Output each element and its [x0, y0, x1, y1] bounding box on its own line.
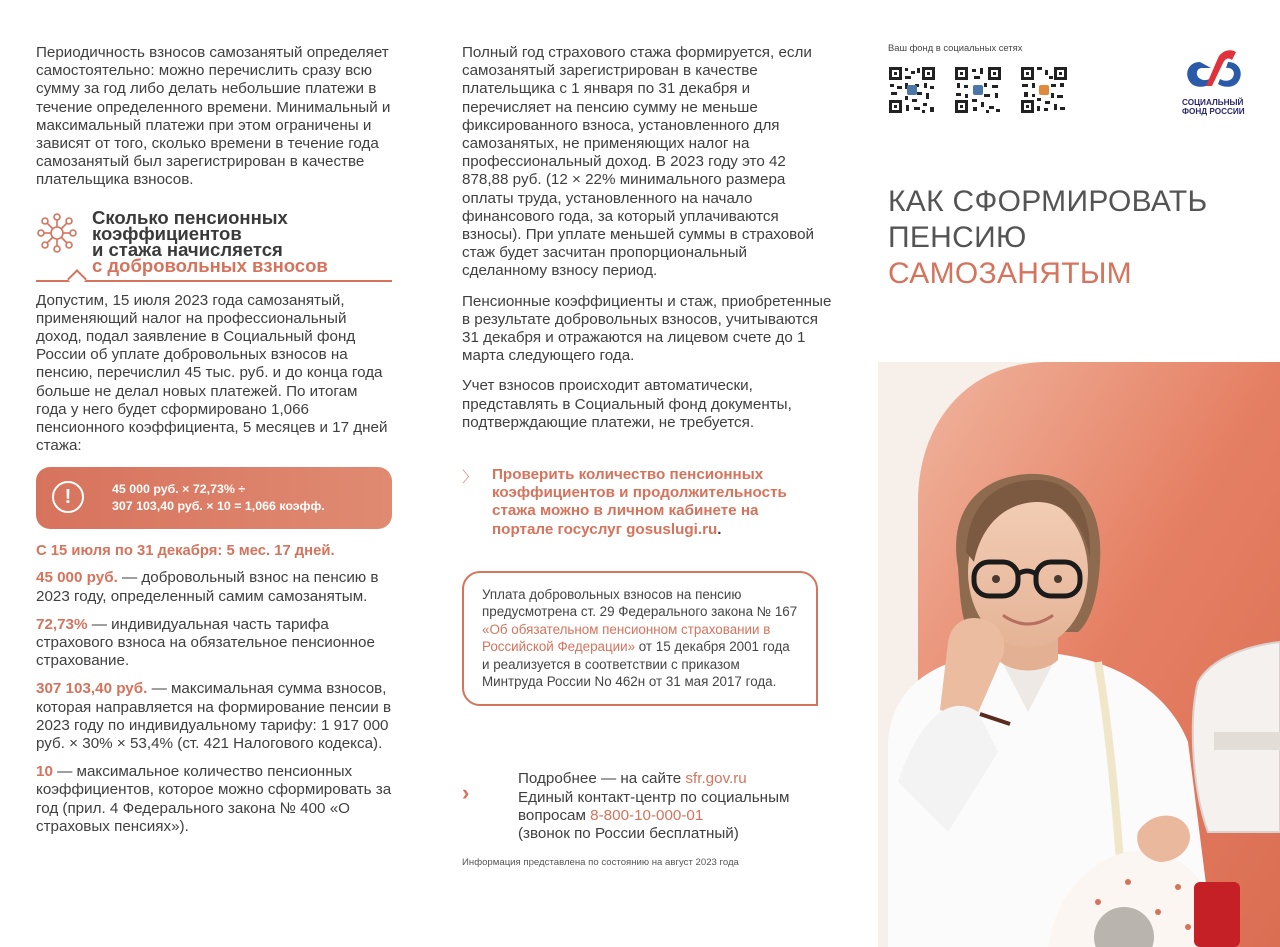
woman-portrait-illustration	[878, 362, 1280, 947]
definition-text: — максимальная сумма взносов, которая направляется на формирование пенсии в 2023 году по индивидуальному тарифу: 1 917 000 руб. × 30% × 53,4% (ст. 421 Налогового кодекса).	[36, 680, 392, 753]
law-reference-box: Уплата добровольных взносов на пенсию предусмотрена ст. 29 Федерального закона № 167 «Об обязательном пенсионном страховании в Российской Федерации» от 15 декабря 2001 года и реализуется в соответствии с приказом Минтруда России No 462н от 31 мая 2017 года.	[462, 571, 818, 706]
section-divider	[36, 280, 392, 282]
divider-notch	[67, 269, 87, 289]
qr-code-vk-icon[interactable]	[888, 66, 936, 114]
definition-text: — добровольный взнос на пенсию в 2023 году, определенный самим самозанятым.	[36, 569, 379, 605]
gosuslugi-check[interactable]: 〉 Проверить количество пенсионных коэффициентов и продолжительность стажа можно в личном кабинете на портале госуслуг gosuslugi.ru.	[462, 466, 787, 538]
social-label: Ваш фонд в социальных сетях	[888, 42, 1023, 53]
definition-term: 10	[36, 763, 53, 781]
definition-item	[36, 680, 392, 753]
column-middle	[462, 44, 832, 868]
definition-item	[36, 616, 392, 671]
fund-name: СОЦИАЛЬНЫЙ ФОНД РОССИИ	[1182, 98, 1245, 116]
period-line: С 15 июля по 31 декабря: 5 мес. 17 дней.	[36, 543, 335, 560]
definition-term: 307 103,40 руб.	[36, 680, 148, 698]
definition-text: — максимальное количество пенсионных коэффициентов, которое можно сформировать за год (прил. 4 Федерального закона № 400 «О страховых пенсиях»).	[36, 763, 392, 835]
calculation-box	[36, 467, 392, 529]
definition-item	[36, 763, 392, 836]
example-paragraph: Допустим, 15 июля 2023 года самозанятый, применяющий налог на профессиональный доход, подал заявление в Социальный фонд России об уплате добровольных взносов на пенсию, перечислил 45 тыс. руб. и до конца года больше не делал новых платежей. По итогам года у него будет сформировано 1,066 пенсионного коэффициента, 5 месяцев и 17 дней стажа:	[36, 291, 388, 455]
sfr-site-link[interactable]: sfr.gov.ru	[685, 770, 747, 788]
full-year-paragraph: Полный год страхового стажа формируется, если самозанятый зарегистрирован в качестве плательщика с 1 января по 31 декабря и перечисляет на пенсию сумму не меньше фиксированного взноса, установленного для самозанятых, не применяющих налог на профессиональный доход. В 2023 году это 42 878,88 руб. (12 × 22% минимального размера оплаты труда, установленного на начало финансового года, за который уплачиваются взносы). При уплате меньшей суммы в страховой стаж будет засчитан пропорциональный сделанному взносу период.	[462, 44, 814, 280]
automatic-paragraph: Учет взносов происходит автоматически, представлять в Социальный фонд документы, подтверждающие платежи, не требуется.	[462, 377, 792, 431]
qr-code-ok-icon[interactable]	[954, 66, 1002, 114]
qr-code-telegram-icon[interactable]	[1020, 66, 1068, 114]
gosuslugi-link[interactable]: gosuslugi.ru	[621, 520, 718, 538]
contact-block: › Подробнее — на сайте sfr.gov.ru Единый контакт-центр по социальным вопросам 8-800-10-000-01 (звонок по России бесплатный)	[462, 770, 790, 842]
definitions-list	[36, 569, 392, 836]
coefficients-paragraph: Пенсионные коэффициенты и стаж, приобретенные в результате добровольных взносов, учитываются 31 декабря и отражаются на лицевом счете до 1 марта следующего года.	[462, 292, 832, 365]
hotline-phone[interactable]: 8-800-10-000-01	[590, 806, 704, 824]
section-heading	[36, 206, 392, 292]
definition-text: — индивидуальная часть тарифа страхового взноса на обязательное пенсионное страхование.	[36, 615, 375, 670]
brochure-title: КАК СФОРМИРОВАТЬ ПЕНСИЮ САМОЗАНЯТЫМ	[888, 185, 1208, 290]
network-coins-icon	[36, 212, 78, 254]
definition-term: 45 000 руб.	[36, 569, 118, 587]
arrow-right-icon: 〉	[462, 469, 478, 487]
definition-term: 72,73%	[36, 615, 88, 633]
law-title: «Об обязательном пенсионном страховании в Российской Федерации»	[482, 621, 771, 655]
footnote: Информация представлена по состоянию на август 2023 года	[462, 857, 739, 869]
definition-item	[36, 569, 392, 605]
column-left	[36, 44, 392, 836]
intro-paragraph: Периодичность взносов самозанятый определяет самостоятельно: можно перечислить сразу всю сумму за год либо делать небольшие платежи в течение определенного времени. Минимальный и максимальный платежи при этом ограничены и зависят от того, сколько времени в течение года самозанятый был зарегистрирован в качестве плательщика взносов.	[36, 44, 391, 189]
calculation-formula: 45 000 руб. × 72,73% ÷ 307 103,40 руб. × 10 = 1,066 коэфф.	[112, 482, 325, 514]
column-right	[878, 0, 1280, 947]
section-title: Сколько пенсионных коэффициентов и стажа начисляется с добровольных взносов	[92, 206, 328, 276]
chevron-right-icon: ›	[462, 780, 470, 806]
exclamation-icon: !	[52, 481, 84, 513]
